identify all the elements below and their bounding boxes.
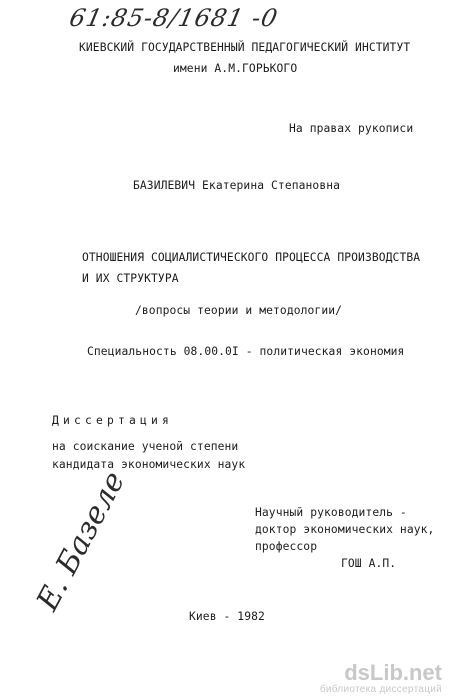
watermark-tagline: библиотека диссертаций — [319, 684, 442, 695]
supervisor-line-2: доктор экономических наук, — [255, 523, 435, 536]
degree-line-2: кандидата экономических наук — [52, 458, 246, 471]
degree-line-1: на соискание ученой степени — [52, 440, 239, 453]
dissertation-title-line-1: ОТНОШЕНИЯ СОЦИАЛИСТИЧЕСКОГО ПРОЦЕССА ПРОИЗВОДСТВА — [82, 251, 421, 264]
supervisor-line-3: профессор — [255, 540, 318, 553]
author-name: БАЗИЛЕВИЧ Екатерина Степановна — [133, 179, 341, 192]
watermark-logo: dsLib.net — [344, 660, 442, 685]
dissertation-subtitle: /вопросы теории и методологии/ — [135, 304, 343, 317]
city-year: Киев - 1982 — [189, 610, 265, 623]
dissertation-heading: Диссертация — [52, 414, 174, 427]
institution-named-after: имени А.М.ГОРЬКОГО — [173, 62, 298, 75]
dslib-watermark — [320, 662, 442, 695]
institution-name: КИЕВСКИЙ ГОСУДАРСТВЕННЫЙ ПЕДАГОГИЧЕСКИЙ ИНСТИТУТ — [79, 41, 411, 54]
handwritten-catalog-code: 61:85-8/1681 -0 — [67, 4, 281, 32]
supervisor-line-1: Научный руководитель - — [255, 506, 407, 519]
handwritten-signature: Е. Базеле — [30, 465, 133, 617]
rights-note: На правах рукописи — [289, 122, 414, 135]
supervisor-name: ГОШ А.П. — [341, 557, 397, 570]
dissertation-title-line-2: И ИХ СТРУКТУРА — [82, 272, 179, 285]
specialty: Специальность 08.00.0I - политическая экономия — [87, 345, 405, 358]
